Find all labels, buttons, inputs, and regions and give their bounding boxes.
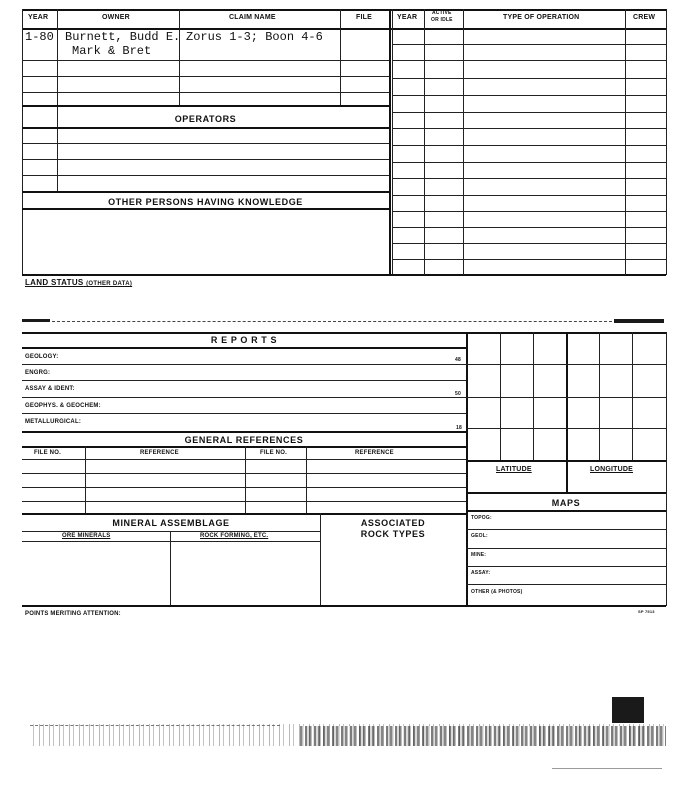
general-references-heading: GENERAL REFERENCES bbox=[184, 435, 304, 445]
report-geology: GEOLOGY: bbox=[25, 354, 59, 360]
other-persons-heading: OTHER PERSONS HAVING KNOWLEDGE bbox=[108, 197, 303, 207]
col-header-file: FILE bbox=[356, 14, 372, 21]
scan-mark-left bbox=[22, 319, 50, 322]
gr-col-reference-2: REFERENCE bbox=[355, 450, 394, 456]
row1-owner-line2: Mark & Bret bbox=[72, 44, 152, 58]
gr-col-reference-1: REFERENCE bbox=[140, 450, 179, 456]
associated-label: ASSOCIATED bbox=[360, 518, 426, 528]
report-metallurgical: METALLURGICAL: bbox=[25, 419, 82, 425]
rock-forming-label: ROCK FORMING, ETC. bbox=[200, 533, 269, 539]
col-header-or-idle: OR IDLE bbox=[431, 17, 453, 23]
map-other: OTHER (& PHOTOS) bbox=[471, 589, 523, 595]
map-geol: GEOL: bbox=[471, 533, 488, 539]
gr-col-file-no-2: FILE NO. bbox=[260, 450, 287, 456]
points-meriting-attention: POINTS MERITING ATTENTION: bbox=[25, 611, 121, 617]
col-header-year: YEAR bbox=[28, 14, 49, 21]
col-header-year-2: YEAR bbox=[397, 14, 418, 21]
scan-mark-right bbox=[614, 319, 664, 323]
row1-year: 1-80 bbox=[25, 30, 54, 44]
land-status-label: LAND STATUS (OTHER DATA) bbox=[25, 278, 133, 287]
gr-col-file-no-1: FILE NO. bbox=[34, 450, 61, 456]
operators-heading: OPERATORS bbox=[174, 114, 237, 124]
report-geophys: GEOPHYS. & GEOCHEM: bbox=[25, 403, 101, 409]
map-assay: ASSAY: bbox=[471, 570, 491, 576]
report-assay-num: 50 bbox=[455, 391, 461, 397]
row1-owner: Burnett, Budd E. bbox=[65, 30, 181, 44]
map-mine: MINE: bbox=[471, 552, 487, 558]
row1-claim: Zorus 1-3; Boon 4-6 bbox=[186, 30, 323, 44]
col-header-active: ACTIVE bbox=[432, 10, 452, 16]
form-number: SP 7513 bbox=[638, 609, 655, 614]
latitude-label: LATITUDE bbox=[496, 466, 532, 473]
report-engrg: ENGRG: bbox=[25, 370, 51, 376]
rock-types-label: ROCK TYPES bbox=[360, 529, 426, 539]
ore-minerals-label: ORE MINERALS bbox=[62, 533, 111, 539]
col-header-type-of-operation: TYPE OF OPERATION bbox=[503, 14, 580, 21]
map-topog: TOPOG: bbox=[471, 515, 492, 521]
report-geology-num: 48 bbox=[455, 357, 461, 363]
col-header-claim-name: CLAIM NAME bbox=[229, 14, 276, 21]
reports-heading: R E P O R T S bbox=[210, 335, 278, 345]
scan-noise-dark bbox=[300, 726, 666, 746]
report-metallurgical-num: 18 bbox=[456, 425, 462, 431]
maps-heading: MAPS bbox=[551, 498, 581, 508]
mineral-assemblage-heading: MINERAL ASSEMBLAGE bbox=[112, 518, 230, 528]
scan-block bbox=[612, 697, 644, 723]
col-header-owner: OWNER bbox=[102, 14, 130, 21]
longitude-label: LONGITUDE bbox=[590, 466, 634, 473]
report-assay: ASSAY & IDENT: bbox=[25, 386, 75, 392]
col-header-crew: CREW bbox=[633, 14, 656, 21]
